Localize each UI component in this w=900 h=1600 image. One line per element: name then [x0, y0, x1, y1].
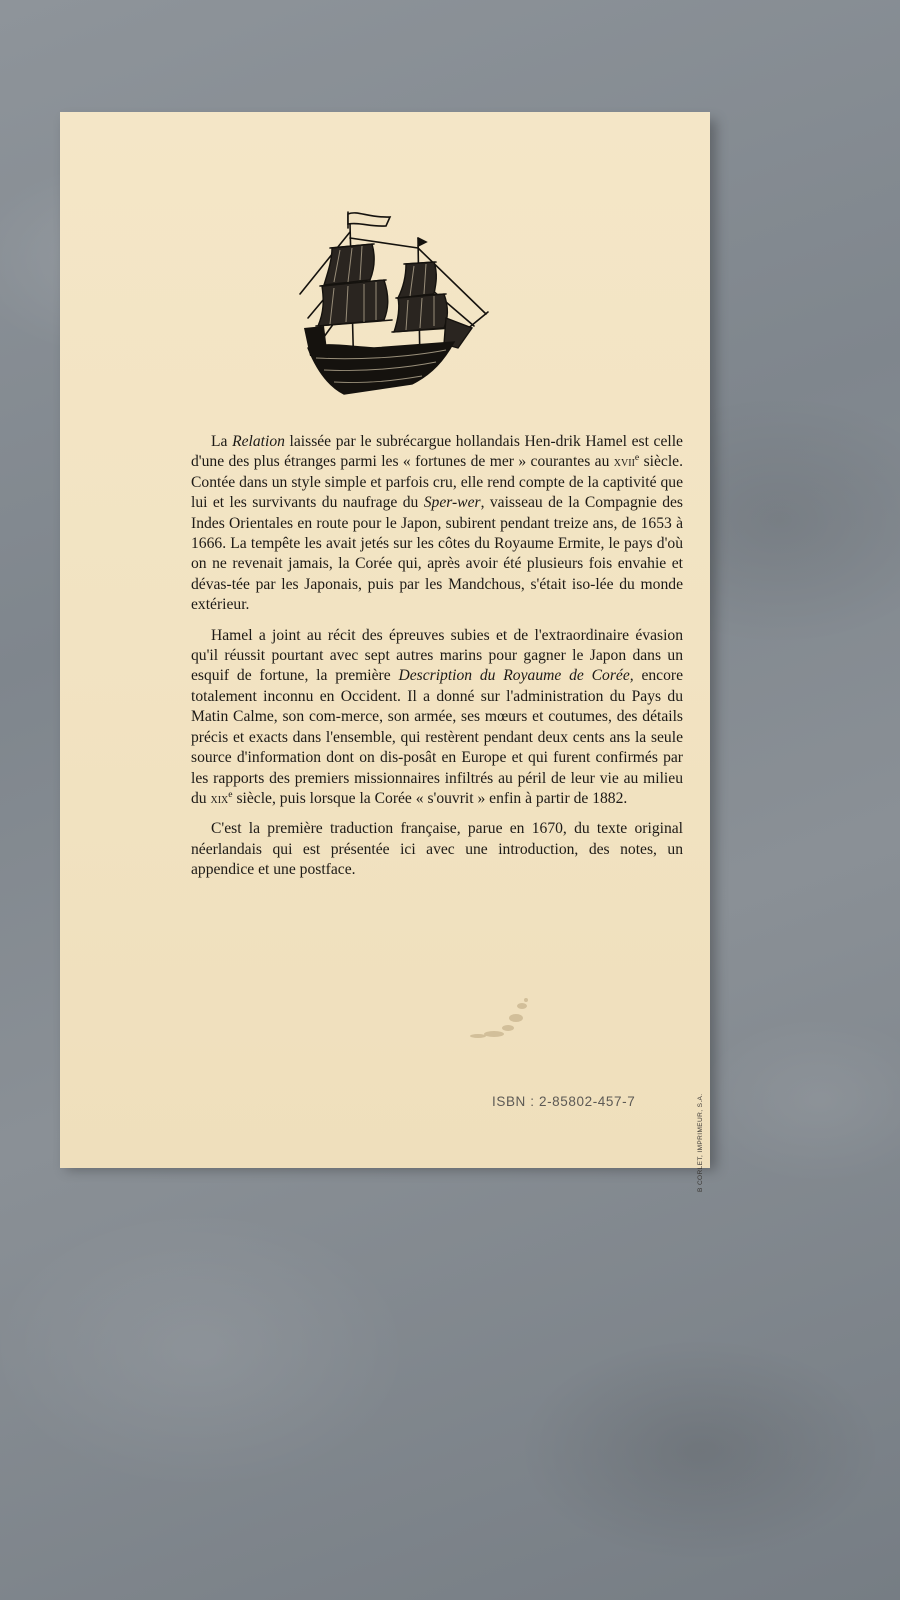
blurb-text-run: siècle, puis lorsque la Corée « s'ouvrit » enfin à partir de 1882.	[232, 789, 628, 807]
blurb-text-run: Hamel a joint au récit des épreuves subies et de l'extraordinaire évasion qu'il réussit pourtant avec sept autres marins pour gagner le Japon dans un esquif de fortune, la première	[191, 626, 683, 685]
blurb-text-run: laissée par le subrécargue hollandais Hen-drik Hamel est celle d'une des plus étranges parmi les « fortunes de mer » courantes au	[191, 433, 683, 471]
blurb-text-run: La	[211, 433, 233, 450]
century-superscript: e	[228, 788, 233, 800]
roman-numeral-century: xix	[210, 790, 229, 807]
blurb-text-run: siècle. Contée dans un style simple et parfois cru, elle rend compte de la captivité que lui et les survivants du naufrage du	[191, 453, 683, 512]
blurb-text-run: , vaisseau de la Compagnie des Indes Orientales en route pour le Japon, subirent pendant treize ans, de 1653 à 1666. La tempête les avait jetés sur les côtes du Royaume Ermite, le pays d'où on ne revenait jamais, la Corée qui, après avoir été plusieurs fois envahie et dévas-tée par les Japonais, puis par les Mandchous, s'était iso-lée du monde extérieur.	[191, 494, 683, 614]
ship-illustration-icon	[294, 208, 494, 404]
blurb-text-run: encore totalement inconnu en Occident. Il a donné sur l'administration du Pays du Matin Calme, son com-merce, son armée, ses mœurs et coutumes, des détails précis et exacts dans l'ensemble, qui restèrent pendant deux cents ans la seule source d'information dont on dis-posât en Europe et qui furent confirmés par les rapports des premiers missionnaires infiltrés au péril de leur vie au milieu du	[191, 667, 683, 807]
blurb-text-run: C'est la première traduction française, parue en 1670, du texte original néerlandais qui est présentée ici avec une introduction, des notes, un appendice et une postface.	[191, 820, 683, 879]
roman-numeral-century: xvii	[613, 454, 635, 471]
book-back-cover	[60, 112, 710, 1192]
blurb-text	[191, 432, 683, 891]
blurb-paragraph-1	[191, 432, 683, 616]
blurb-paragraph-3	[191, 819, 683, 880]
printer-credit	[687, 1082, 704, 1202]
printer-credit-text: B CORLET, IMPRIMEUR, S.A.	[697, 1093, 704, 1192]
stain-mark-icon	[464, 996, 544, 1046]
blurb-italic-title: Relation	[232, 433, 285, 450]
isbn-number: ISBN : 2-85802-457-7	[492, 1094, 636, 1109]
blurb-paragraph-2	[191, 626, 683, 810]
century-superscript: e	[634, 452, 640, 464]
blurb-italic-ship-name: Sper-wer	[423, 494, 481, 512]
blurb-italic-title: Description du Royaume de Corée,	[398, 667, 634, 685]
